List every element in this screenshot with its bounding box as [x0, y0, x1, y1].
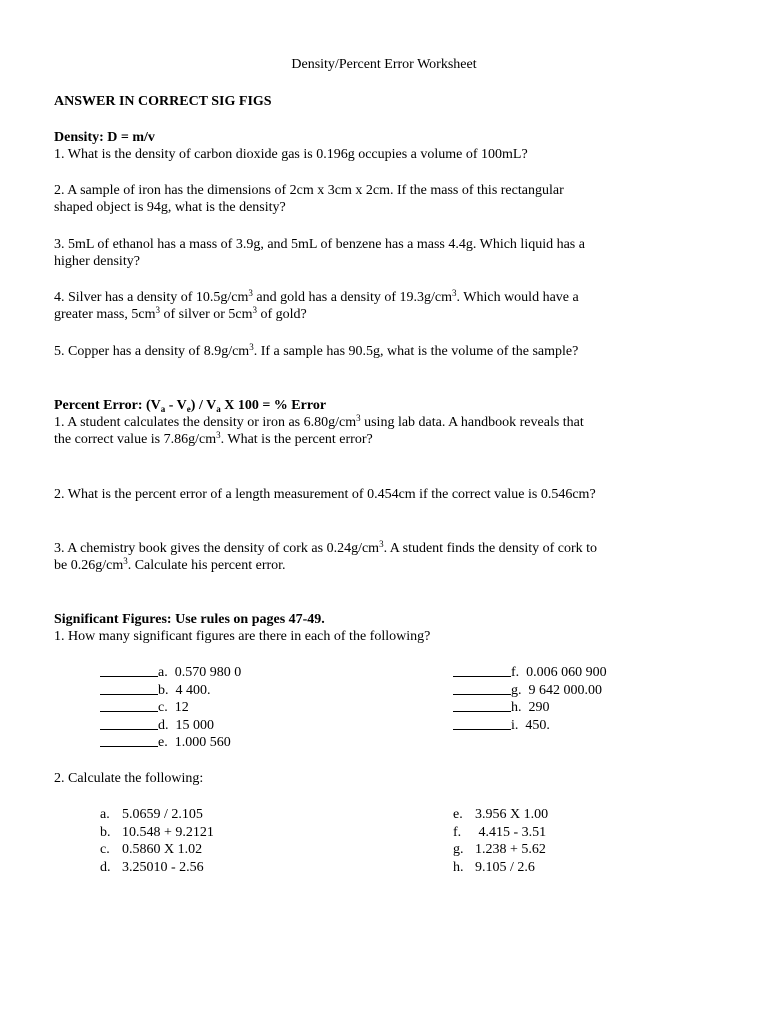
calc-item-d: d. 3.25010 - 2.56: [100, 859, 204, 875]
density-q3-line1: 3. 5mL of ethanol has a mass of 3.9g, and 5mL of benzene has a mass 4.4g. Which liquid has a: [54, 237, 585, 252]
density-q3: [54, 236, 654, 270]
calc-item-c: c. 0.5860 X 1.02: [100, 842, 203, 857]
answer-blank[interactable]: [100, 682, 158, 695]
sig-figs-q2: 2. Calculate the following:: [54, 771, 204, 786]
density-q3-line2: higher density?: [54, 254, 140, 269]
sig-figs-heading: Significant Figures: Use rules on pages 47-49.: [54, 612, 325, 627]
percent-error-heading: Percent Error: $(V_a - V_e) / V_a$ X 100 = % Error: [54, 398, 327, 414]
sig-figs-left-column: [100, 664, 241, 752]
density-q4-line1: 4. Silver has a density of $10.5g/cm^3$ and gold has a density of $19.3g/cm^3$. Which would have a: [54, 288, 579, 305]
percent-error-q3-line1: 3. A chemistry book gives the density of cork as $0.24g/cm^3$. A student finds the density of cork to: [54, 539, 598, 556]
density-q4: [54, 289, 654, 323]
density-q2-line2: shaped object is 94g, what is the density?: [54, 200, 286, 215]
calc-right-column: [453, 806, 548, 876]
sig-figs-q1: 1. How many significant figures are there in each of the following?: [54, 629, 431, 644]
density-q2-line1: 2. A sample of iron has the dimensions of 2cm x 3cm x 2cm. If the mass of this rectangular: [54, 183, 564, 198]
sig-figs-item-e: e. 1.000 560: [100, 734, 241, 752]
density-q1: 1. What is the density of carbon dioxide gas is 0.196g occupies a volume of 100mL?: [54, 147, 528, 162]
calc-item-f: f. 4.415 - 3.51: [453, 824, 547, 840]
percent-error-q3: [54, 540, 654, 574]
answer-blank[interactable]: [100, 734, 158, 747]
sig-figs-item-c: c. 12: [100, 699, 241, 717]
percent-error-q3-line2: be $0.26g/cm^3$. Calculate his percent error.: [54, 556, 286, 573]
answer-blank[interactable]: [453, 699, 511, 712]
answer-blank[interactable]: [453, 682, 511, 695]
sig-figs-item-b: b. 4 400.: [100, 682, 241, 700]
sig-figs-item-f: f. 0.006 060 900: [453, 664, 607, 682]
sig-figs-item-i: i. 450.: [453, 717, 607, 735]
calc-left-column: [100, 806, 214, 876]
answer-blank[interactable]: [453, 664, 511, 677]
calc-item-a: a. 5.0659 / 2.105: [100, 807, 203, 822]
sig-figs-item-d: d. 15 000: [100, 717, 241, 735]
answer-blank[interactable]: [453, 717, 511, 730]
density-q2: [54, 182, 654, 216]
calc-item-b: b. 10.548 + 9.2121: [100, 824, 214, 840]
percent-error-q2: 2. What is the percent error of a length measurement of 0.454cm if the correct value is 0.546cm?: [54, 487, 596, 502]
calc-item-h: h. 9.105 / 2.6: [453, 859, 535, 875]
density-q5: 5. Copper has a density of $8.9g/cm^3$. If a sample has 90.5g, what is the volume of the sample?: [54, 342, 579, 359]
percent-error-q1-line2: the correct value is $7.86g/cm^3$. What is the percent error?: [54, 430, 373, 447]
percent-error-q1: [54, 414, 654, 448]
answer-blank[interactable]: [100, 664, 158, 677]
density-q4-line2: greater mass, $5cm^3$ of silver or $5cm^3$ of gold?: [54, 305, 307, 322]
density-heading: Density: D = m/v: [54, 130, 155, 145]
calc-item-g: g. 1.238 + 5.62: [453, 842, 546, 857]
page-title: Density/Percent Error Worksheet: [291, 57, 477, 72]
percent-error-q1-line1: 1. A student calculates the density or iron as $6.80g/cm^3$ using lab data. A handbook reveals that: [54, 413, 584, 430]
instruction: ANSWER IN CORRECT SIG FIGS: [54, 94, 272, 109]
answer-blank[interactable]: [100, 699, 158, 712]
sig-figs-right-column: [453, 664, 607, 734]
sig-figs-item-g: g. 9 642 000.00: [453, 682, 607, 700]
sig-figs-item-a: a. 0.570 980 0: [100, 664, 241, 682]
answer-blank[interactable]: [100, 717, 158, 730]
calc-item-e: e. 3.956 X 1.00: [453, 807, 549, 822]
sig-figs-item-h: h. 290: [453, 699, 607, 717]
